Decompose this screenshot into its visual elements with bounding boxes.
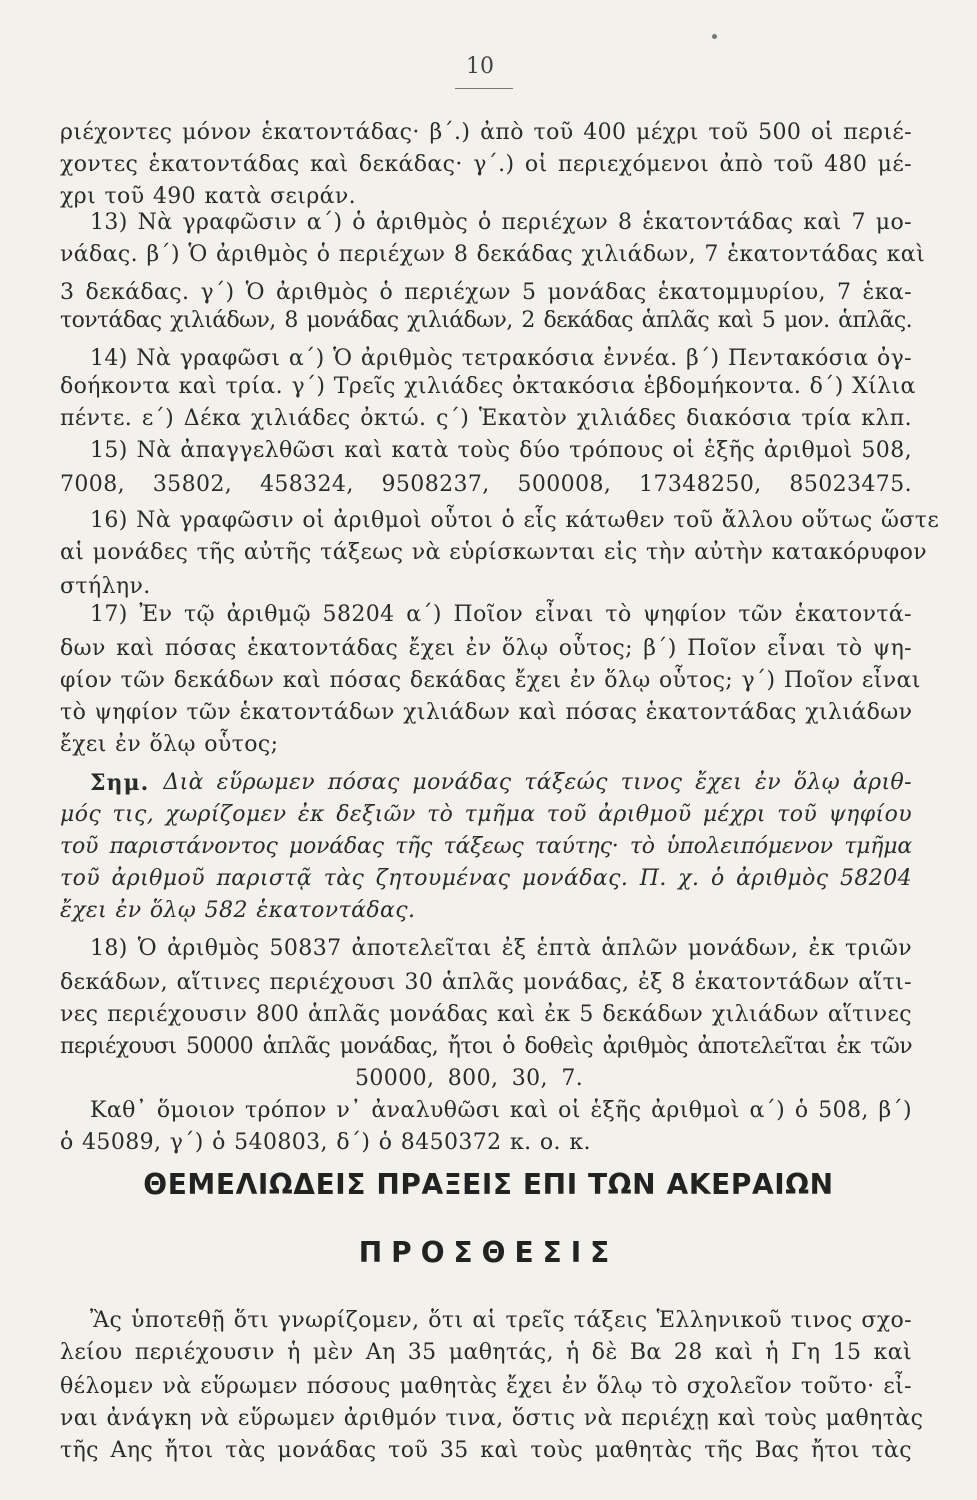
text-line: χρι τοῦ 490 κατὰ σειράν. — [60, 184, 357, 209]
text-line: χοντες ἑκατοντάδας καὶ δεκάδας· γ΄.) οἱ περιεχόμενοι ἀπὸ τοῦ 480 μέ- — [60, 152, 912, 177]
text-line: λείου περιέχουσιν ἡ μὲν Αη 35 μαθητάς, ἡ δὲ Βα 28 καὶ ἡ Γη 15 καὶ — [60, 1340, 912, 1365]
text-line: ριέχοντες μόνον ἑκατοντάδας· β΄.) ἀπὸ τοῦ 400 μέχρι τοῦ 500 οἱ περιέ- — [60, 120, 912, 145]
note-line: μός τις, χωρίζομεν ἐκ δεξιῶν τὸ τμῆμα τοῦ ἀριθμοῦ μέχρι τοῦ ψηφίου — [60, 802, 912, 827]
text-line: τοντάδας χιλιάδων, 8 μονάδας χιλιάδων, 2 δεκάδας ἁπλᾶς καὶ 5 μον. ἁπλᾶς. — [60, 308, 912, 333]
page-number: 10 — [466, 54, 494, 79]
text-line: 17) Ἐν τῷ ἀριθμῷ 58204 α΄) Ποῖον εἶναι τὸ ψηφίον τῶν ἑκατοντά- — [90, 602, 912, 627]
text-line: δοήκοντα καὶ τρία. γ΄) Τρεῖς χιλιάδες ὀκτακόσια ἑβδομήκοντα. δ΄) Χίλια — [60, 374, 916, 399]
text-line: 16) Νὰ γραφῶσιν οἱ ἀριθμοὶ οὗτοι ὁ εἷς κάτωθεν τοῦ ἄλλου οὕτως ὥστε — [90, 508, 940, 533]
note-text: Διὰ εὕρωμεν πόσας μονάδας τάξεώς τινος ἔχει ἐν ὅλῳ ἀριθ- — [163, 770, 912, 795]
text-line: αἱ μονάδες τῆς αὐτῆς τάξεως νὰ εὑρίσκωνται εἰς τὴν αὐτὴν κατακόρυφον — [60, 540, 928, 565]
text-line: 18) Ὁ ἀριθμὸς 50837 ἀποτελεῖται ἐξ ἑπτὰ ἁπλῶν μονάδων, ἐκ τριῶν — [90, 936, 912, 961]
text-line: 50000, 800, 30, 7. — [355, 1066, 584, 1091]
subsection-heading: ΠΡΟΣΘΕΣΙΣ — [358, 1236, 619, 1269]
section-heading: ΘΕΜΕΛΙΩΔΕΙΣ ΠΡΑΞΕΙΣ ΕΠΙ ΤΩΝ ΑΚΕΡΑΙΩΝ — [143, 1168, 834, 1201]
text-line: νες περιέχουσιν 800 ἁπλᾶς μονάδας καὶ ἐκ 5 δεκάδων χιλιάδων αἵτινες — [60, 1002, 912, 1027]
note-label: Σημ. — [90, 770, 150, 796]
text-line: Καθ᾿ ὅμοιον τρόπον ν᾿ ἀναλυθῶσι καὶ οἱ ἑξῆς ἀριθμοὶ α΄) ὁ 508, β΄) — [90, 1098, 912, 1123]
ink-dot — [712, 34, 717, 39]
text-line: 14) Νὰ γραφῶσι α΄) Ὁ ἀριθμὸς τετρακόσια ἐννέα. β΄) Πεντακόσια ὀγ- — [90, 346, 912, 371]
text-line: περιέχουσι 50000 ἁπλᾶς μονάδας, ἤτοι ὁ δοθεὶς ἀριθμὸς ἀποτελεῖται ἐκ τῶν — [60, 1034, 912, 1059]
text-line: στήλην. — [60, 574, 151, 599]
text-line: νάδας. β΄) Ὁ ἀριθμὸς ὁ περιέχων 8 δεκάδας χιλιάδων, 7 ἑκατοντάδας καὶ — [60, 242, 926, 267]
text-line: ὁ 45089, γ΄) ὁ 540803, δ΄) ὁ 8450372 κ. ο. κ. — [60, 1130, 591, 1155]
text-line: 13) Νὰ γραφῶσιν α΄) ὁ ἀριθμὸς ὁ περιέχων 8 ἑκατοντάδας καὶ 7 μο- — [90, 210, 912, 235]
page-number-rule — [455, 88, 513, 89]
text-line: φίον τῶν δεκάδων καὶ πόσας δεκάδας ἔχει ἐν ὅλῳ οὗτος; γ΄) Ποῖον εἶναι — [60, 668, 921, 693]
text-line: 3 δεκάδας. γ΄) Ὁ ἀριθμὸς ὁ περιέχων 5 μονάδας ἑκατομμυρίου, 7 ἑκα- — [60, 280, 912, 305]
text-line: ἔχει ἐν ὅλῳ οὗτος; — [60, 732, 279, 757]
text-line: δεκάδων, αἵτινες περιέχουσι 30 ἁπλᾶς μονάδας, ἐξ 8 ἑκατοντάδων αἵτι- — [60, 970, 912, 995]
note-line: ἔχει ἐν ὅλῳ 582 ἑκατοντάδας. — [60, 898, 416, 923]
text-line: 15) Νὰ ἀπαγγελθῶσι καὶ κατὰ τοὺς δύο τρόπους οἱ ἑξῆς ἀριθμοὶ 508, — [90, 438, 912, 463]
text-line: θέλομεν νὰ εὕρωμεν πόσους μαθητὰς ἔχει ἐν ὅλῳ τὸ σχολεῖον τοῦτο· εἶ- — [60, 1374, 912, 1399]
text-line: 7008, 35802, 458324, 9508237, 500008, 17348250, 85023475. — [60, 472, 912, 497]
text-line: τῆς Αης ἤτοι τὰς μονάδας τοῦ 35 καὶ τοὺς μαθητὰς τῆς Βας ἤτοι τὰς — [60, 1438, 912, 1463]
note-line: τοῦ ἀριθμοῦ παριστᾷ τὰς ζητουμένας μονάδας. Π. χ. ὁ ἀριθμὸς 58204 — [60, 866, 912, 891]
text-line: ναι ἀνάγκη νὰ εὕρωμεν ἀριθμόν τινα, ὅστις νὰ περιέχῃ καὶ τοὺς μαθητὰς — [60, 1406, 924, 1431]
text-line: δων καὶ πόσας ἑκατοντάδας ἔχει ἐν ὅλῳ οὗτος; β΄) Ποῖον εἶναι τὸ ψη- — [60, 636, 912, 661]
text-line: πέντε. ε΄) Δέκα χιλιάδες ὀκτώ. ς΄) Ἑκατὸν χιλιάδες διακόσια τρία κλπ. — [60, 406, 912, 431]
note-line: τοῦ παριστάνοντος μονάδας τῆς τάξεως ταύτης· τὸ ὑπολειπόμενον τμῆμα — [60, 834, 912, 859]
text-line: τὸ ψηφίον τῶν ἑκατοντάδων χιλιάδων καὶ πόσας ἑκατοντάδας χιλιάδων — [60, 700, 913, 725]
text-line: Ἂς ὑποτεθῇ ὅτι γνωρίζομεν, ὅτι αἱ τρεῖς τάξεις Ἑλληνικοῦ τινος σχο- — [90, 1308, 912, 1333]
note-line — [90, 768, 912, 798]
